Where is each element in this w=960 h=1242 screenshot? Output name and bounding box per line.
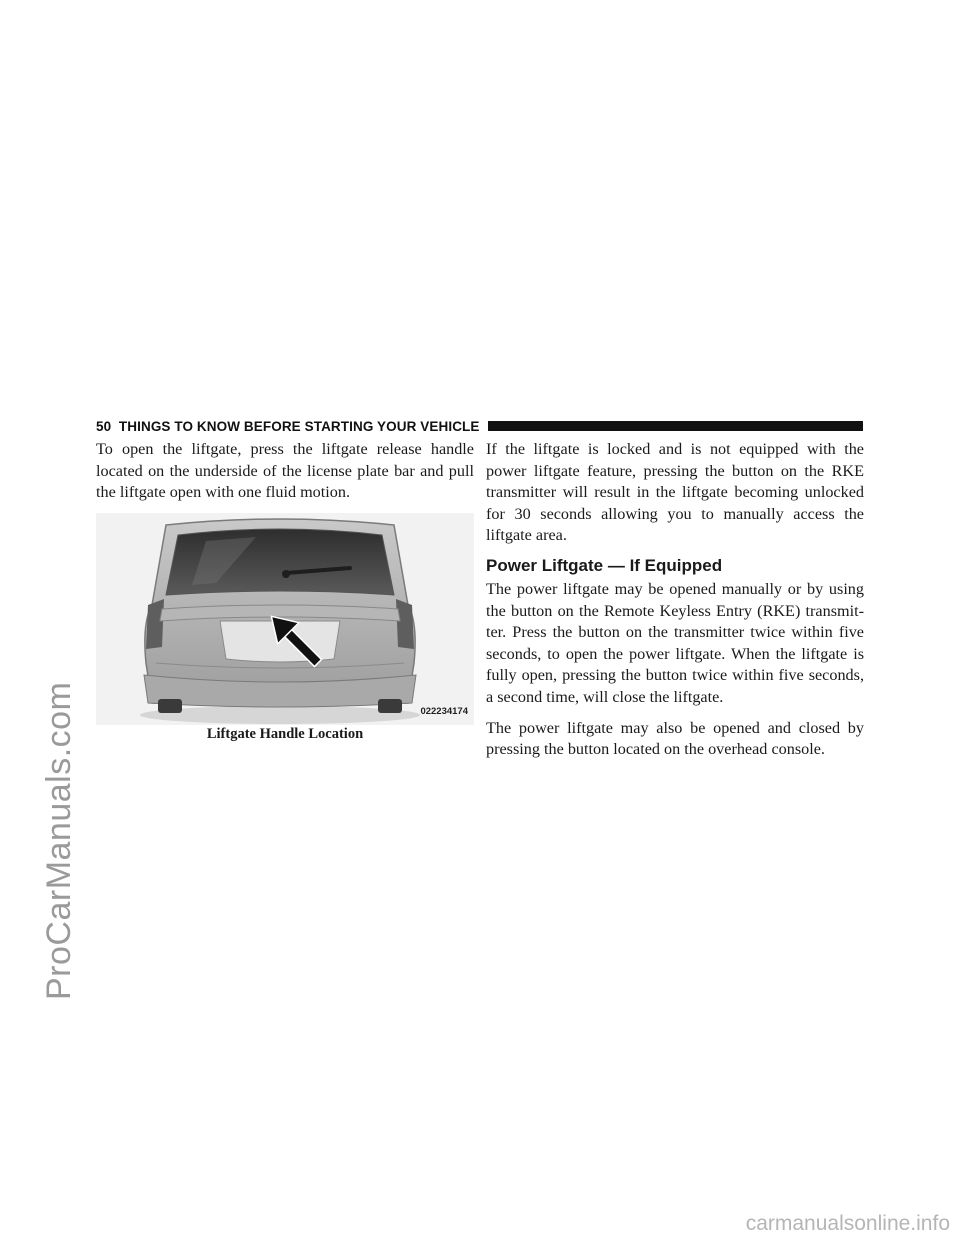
figure-code: 022234174 [420,705,468,717]
side-watermark: ProCarManuals.com [40,681,78,1000]
liftgate-illustration-icon [96,513,474,725]
paragraph-liftgate-open: To open the liftgate, press the liftgate release handle located on the underside of the license plate bar and pull the liftgate open with one fluid motion. [96,440,474,502]
paragraph-power-liftgate: The power liftgate may be opened manually or by using the button on the Remote Keyless Entry (RKE) transmit-ter. Press the button on the transmitter twice within five seconds, to open the power liftgate. When the liftgate is fully open, pressing the button twice within five seconds, a second time, will close the liftgate. [486,579,864,706]
right-column [486,439,864,770]
page-number: 50 [96,418,112,434]
section-heading: Power Liftgate — If Equipped [486,555,723,575]
liftgate-figure [96,513,474,725]
paragraph-overhead-console: The power liftgate may also be opened and closed by pressing the button located on the overhead console. [486,718,864,759]
paragraph-locked-liftgate: If the liftgate is locked and is not equipped with the power liftgate feature, pressing the button on the RKE transmitter will result in the liftgate becoming unlocked for 30 seconds allowing you to manually access the liftgate area. [486,440,864,545]
figure-caption: Liftgate Handle Location [206,725,364,742]
section-title: THINGS TO KNOW BEFORE STARTING YOUR VEHICLE [118,418,480,434]
header-label [96,419,480,434]
header-rule [488,421,864,431]
page-header [96,417,863,435]
footer-watermark: carmanualsonline.info [745,1212,950,1235]
left-column [96,439,474,743]
